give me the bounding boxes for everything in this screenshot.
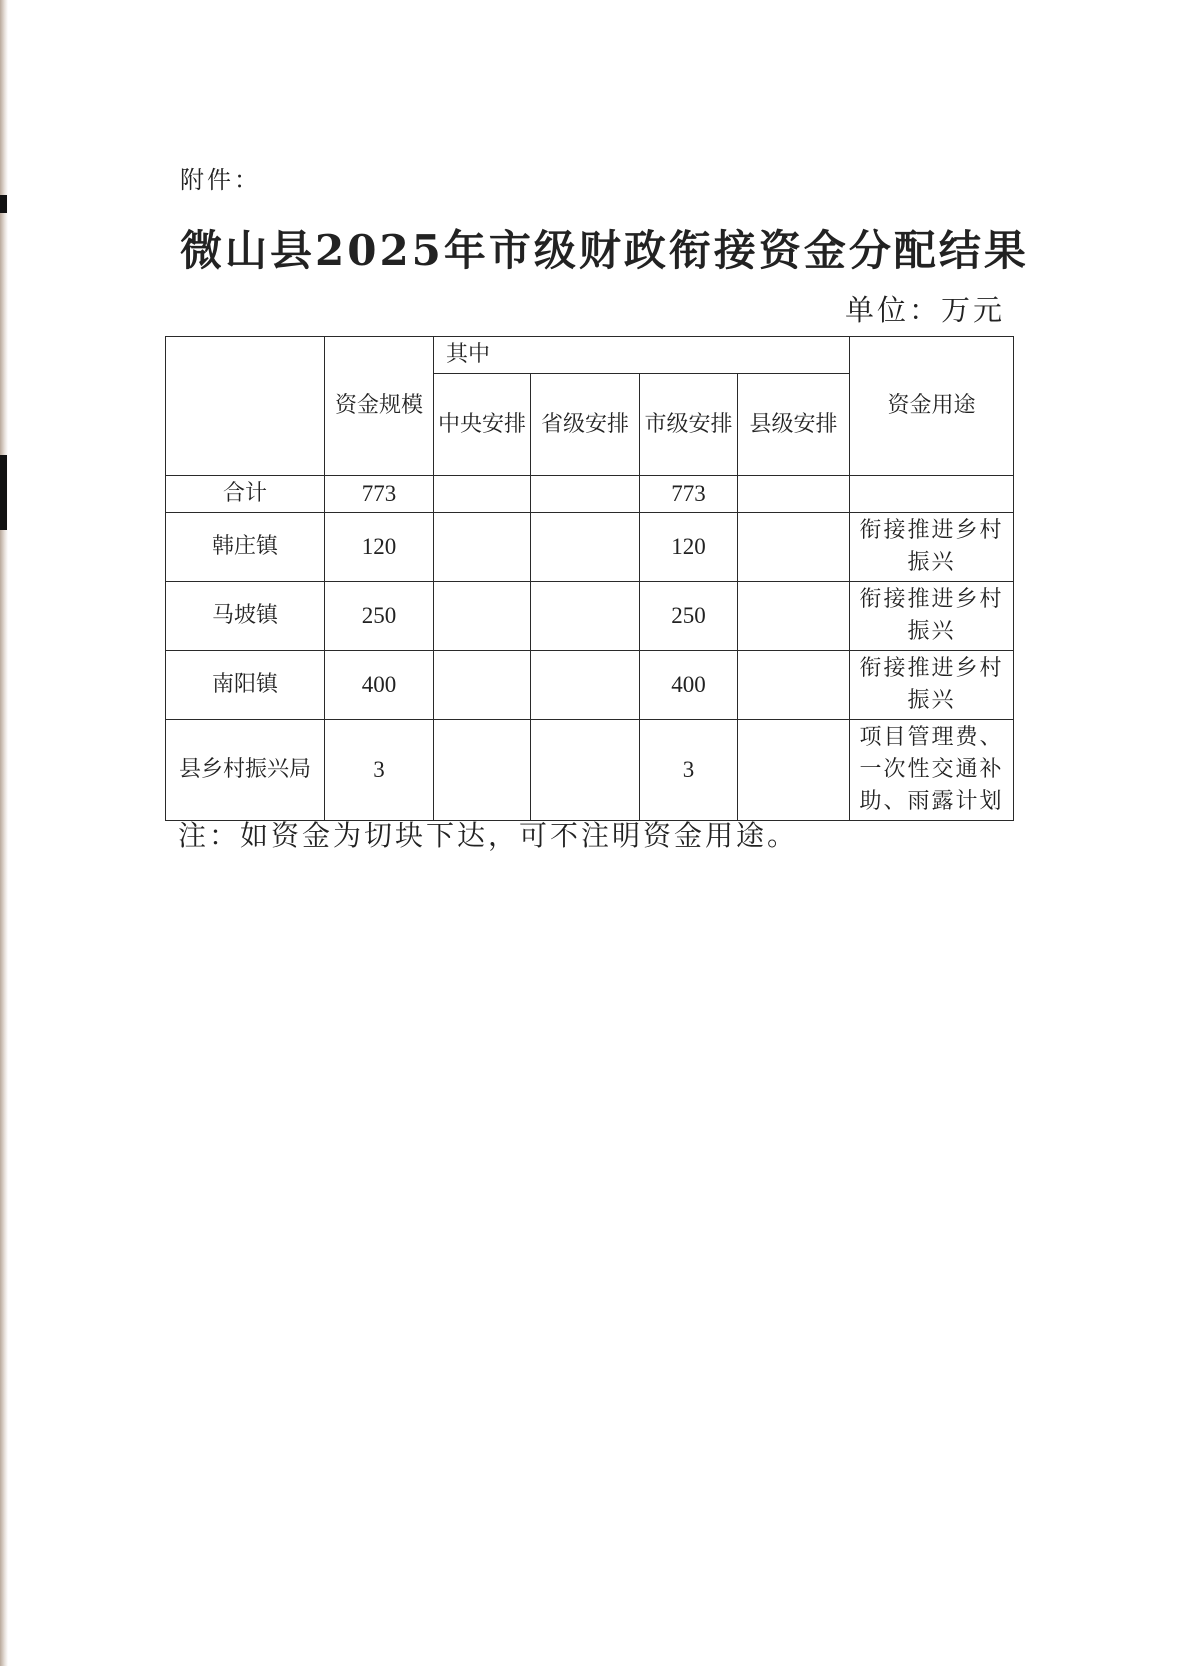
municipal-value: 400 bbox=[640, 651, 738, 720]
municipal-value: 120 bbox=[640, 513, 738, 582]
table-row bbox=[166, 651, 1014, 720]
central-value bbox=[434, 720, 531, 821]
provincial-value bbox=[531, 720, 640, 821]
purpose-value: 衔接推进乡村振兴 bbox=[850, 582, 1014, 651]
county-value bbox=[738, 720, 850, 821]
purpose-value: 衔接推进乡村振兴 bbox=[850, 513, 1014, 582]
breakdown-header: 其中 bbox=[434, 337, 850, 374]
purpose-value: 项目管理费、一次性交通补助、雨露计划 bbox=[850, 720, 1014, 821]
scale-value: 120 bbox=[325, 513, 434, 582]
county-value bbox=[738, 582, 850, 651]
central-value bbox=[434, 513, 531, 582]
region-name: 南阳镇 bbox=[166, 651, 325, 720]
provincial-value bbox=[531, 582, 640, 651]
footnote: 注：如资金为切块下达，可不注明资金用途。 bbox=[178, 819, 799, 852]
unit-label: 单位：万元 bbox=[845, 293, 1006, 327]
table-row bbox=[166, 720, 1014, 821]
document-title: 微山县2025年市级财政衔接资金分配结果 bbox=[180, 226, 1029, 275]
municipal-value: 250 bbox=[640, 582, 738, 651]
municipal-header: 市级安排 bbox=[640, 374, 738, 476]
central-value bbox=[434, 651, 531, 720]
provincial-value bbox=[531, 651, 640, 720]
scale-value: 250 bbox=[325, 582, 434, 651]
region-name: 马坡镇 bbox=[166, 582, 325, 651]
region-name: 韩庄镇 bbox=[166, 513, 325, 582]
provincial-value bbox=[531, 513, 640, 582]
municipal-value: 3 bbox=[640, 720, 738, 821]
scan-edge bbox=[0, 0, 8, 1666]
total-label: 合计 bbox=[166, 476, 325, 513]
table-row bbox=[166, 513, 1014, 582]
total-purpose bbox=[850, 476, 1014, 513]
total-central bbox=[434, 476, 531, 513]
central-header: 中央安排 bbox=[434, 374, 531, 476]
region-header bbox=[166, 337, 325, 476]
scale-value: 400 bbox=[325, 651, 434, 720]
total-row bbox=[166, 476, 1014, 513]
total-scale: 773 bbox=[325, 476, 434, 513]
scan-mark bbox=[0, 195, 7, 213]
scale-value: 3 bbox=[325, 720, 434, 821]
county-value bbox=[738, 513, 850, 582]
attachment-label: 附件： bbox=[180, 166, 261, 194]
purpose-header: 资金用途 bbox=[850, 337, 1014, 476]
scan-mark bbox=[0, 455, 7, 530]
total-county bbox=[738, 476, 850, 513]
county-header: 县级安排 bbox=[738, 374, 850, 476]
table-row bbox=[166, 582, 1014, 651]
purpose-value: 衔接推进乡村振兴 bbox=[850, 651, 1014, 720]
county-value bbox=[738, 651, 850, 720]
total-municipal: 773 bbox=[640, 476, 738, 513]
region-name: 县乡村振兴局 bbox=[166, 720, 325, 821]
provincial-header: 省级安排 bbox=[531, 374, 640, 476]
total-provincial bbox=[531, 476, 640, 513]
central-value bbox=[434, 582, 531, 651]
allocation-table bbox=[165, 336, 1014, 821]
scale-header: 资金规模 bbox=[325, 337, 434, 476]
